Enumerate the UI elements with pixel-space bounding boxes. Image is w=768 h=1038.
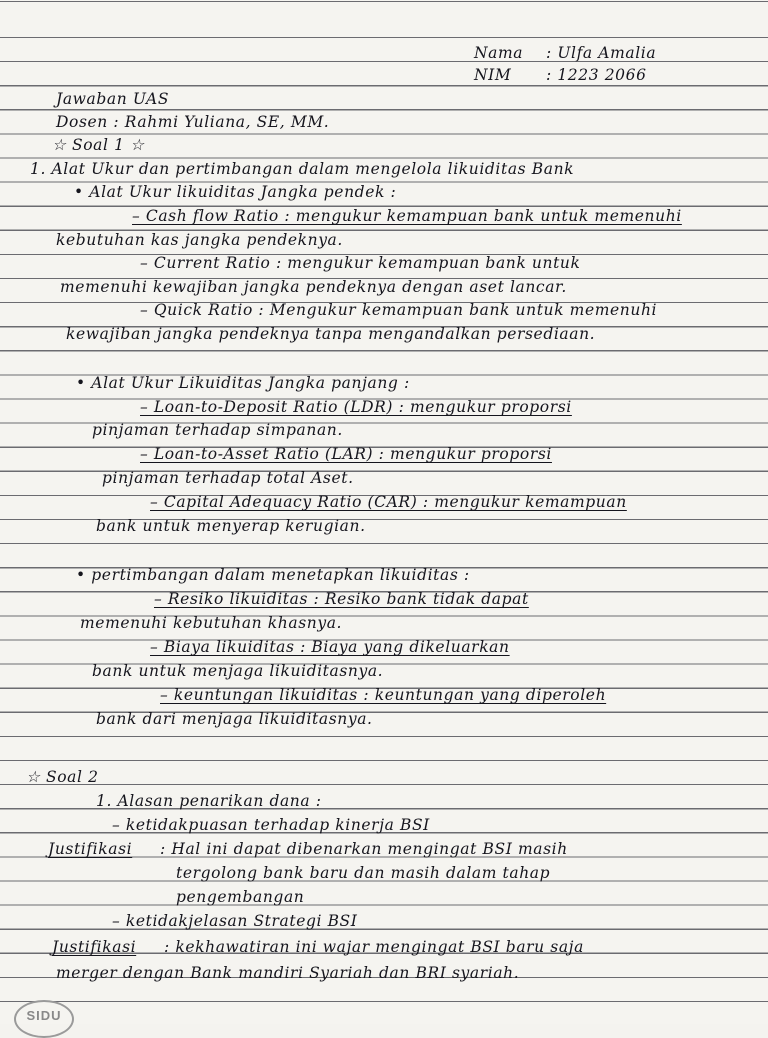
soal1-heading: ☆ Soal 1 ☆	[52, 136, 145, 154]
soal1-line-22: bank dari menjaga likuiditasnya.	[96, 710, 373, 728]
soal2-line-8: merger dengan Bank mandiri Syariah dan BRI syariah.	[56, 964, 520, 982]
soal1-line-5: – Current Ratio : mengukur kemampuan bank untuk	[140, 254, 581, 272]
soal1-line-10: – Loan-to-Deposit Ratio (LDR) : mengukur proporsi	[140, 398, 572, 416]
soal1-line-12: – Loan-to-Asset Ratio (LAR) : mengukur proporsi	[140, 445, 552, 463]
soal1-line-1: 1. Alat Ukur dan pertimbangan dalam mengelola likuiditas Bank	[30, 160, 575, 178]
soal1-line-2: • Alat Ukur likuiditas Jangka pendek :	[74, 183, 397, 201]
soal1-line-16: • pertimbangan dalam menetapkan likuiditas :	[76, 566, 470, 584]
nama-value: : Ulfa Amalia	[546, 44, 657, 62]
justifikasi-label-2: Justifikasi	[52, 938, 137, 956]
soal1-line-3: – Cash flow Ratio : mengukur kemampuan bank untuk memenuhi	[132, 207, 682, 225]
nama-label: Nama	[474, 44, 524, 62]
soal2-line-1: 1. Alasan penarikan dana :	[96, 792, 322, 810]
soal2-line-6: – ketidakjelasan Strategi BSI	[112, 912, 358, 930]
soal1-line-17: – Resiko likuiditas : Resiko bank tidak dapat	[154, 590, 529, 608]
soal2-line-3: : Hal ini dapat dibenarkan mengingat BSI masih	[160, 840, 568, 858]
soal2-line-2: – ketidakpuasan terhadap kinerja BSI	[112, 816, 430, 834]
soal1-line-18: memenuhi kebutuhan khasnya.	[80, 614, 343, 632]
justifikasi-label-1: Justifikasi	[48, 840, 133, 858]
soal1-line-7: – Quick Ratio : Mengukur kemampuan bank untuk memenuhi	[140, 301, 658, 319]
soal1-line-20: bank untuk menjaga likuiditasnya.	[92, 662, 384, 680]
soal1-line-11: pinjaman terhadap simpanan.	[92, 421, 343, 439]
soal2-line-5: pengembangan	[176, 888, 305, 906]
soal1-line-21: – keuntungan likuiditas : keuntungan yang diperoleh	[160, 686, 607, 704]
soal2-line-7: : kekhawatiran ini wajar mengingat BSI baru saja	[164, 938, 584, 956]
soal1-line-8: kewajiban jangka pendeknya tanpa mengandalkan persediaan.	[66, 325, 596, 343]
soal1-line-15: bank untuk menyerap kerugian.	[96, 517, 366, 535]
soal2-line-4: tergolong bank baru dan masih dalam tahap	[176, 864, 551, 882]
sidu-logo: SIDU	[14, 1000, 74, 1038]
soal1-line-19: – Biaya likuiditas : Biaya yang dikeluarkan	[150, 638, 510, 656]
page-title: Jawaban UAS	[56, 90, 170, 108]
dosen-line: Dosen : Rahmi Yuliana, SE, MM.	[56, 113, 330, 131]
soal1-line-9: • Alat Ukur Likuiditas Jangka panjang :	[76, 374, 410, 392]
soal1-line-14: – Capital Adequacy Ratio (CAR) : mengukur kemampuan	[150, 493, 627, 511]
soal2-heading: ☆ Soal 2	[26, 768, 99, 786]
nim-label: NIM	[474, 66, 512, 84]
soal1-line-6: memenuhi kewajiban jangka pendeknya dengan aset lancar.	[60, 278, 567, 296]
soal1-line-4: kebutuhan kas jangka pendeknya.	[56, 231, 343, 249]
nim-value: : 1223 2066	[546, 66, 647, 84]
soal1-line-13: pinjaman terhadap total Aset.	[102, 469, 354, 487]
